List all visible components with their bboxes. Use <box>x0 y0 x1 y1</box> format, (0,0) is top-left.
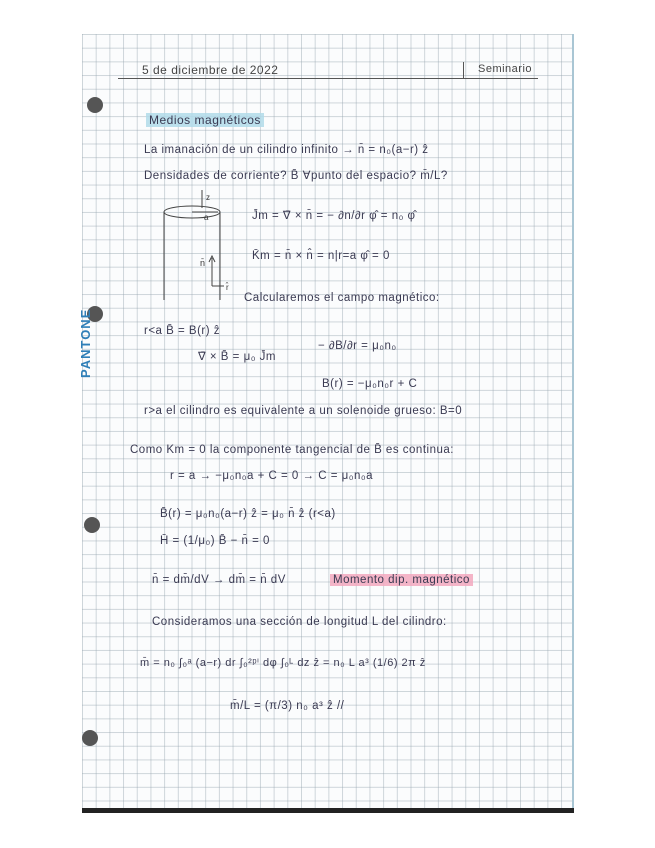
page-bottom-edge <box>82 808 574 813</box>
line-b-result: B̄(r) = μ₀n₀(a−r) ẑ = μ₀ n̄ ẑ (r<a) <box>160 508 336 520</box>
line-boundary: Como Km = 0 la componente tangencial de B̄ es continua: <box>130 444 454 456</box>
line-derivative: − ∂B/∂r = μ₀n₀ <box>318 340 397 352</box>
line-moment-note: Momento dip. magnético <box>330 574 473 586</box>
figure-label-r: r̂ <box>226 283 229 292</box>
page-title: Medios magnéticos <box>146 113 264 127</box>
header-date: 5 de diciembre de 2022 <box>142 63 279 77</box>
binder-hole-icon <box>87 97 103 113</box>
line-section: Consideramos una sección de longitud L del cilindro: <box>152 616 447 628</box>
line-surface-current: K̄m = n̄ × n̂ = n|r=a φ̂ = 0 <box>252 250 390 262</box>
binder-hole-icon <box>84 517 100 533</box>
figure-label-n: n̄ <box>200 258 206 268</box>
cylinder-diagram <box>160 190 240 300</box>
line-calc-field: Calcularemos el campo magnético: <box>244 292 440 304</box>
line-constant: r = a → −μ₀n₀a + C = 0 → C = μ₀n₀a <box>170 470 374 482</box>
line-volume-current: J̄m = ∇̄ × n̄ = − ∂n/∂r φ̂ = n₀ φ̂ <box>252 210 416 222</box>
header-label: Seminario <box>478 63 533 75</box>
line-moment-integral: m̄ = n₀ ∫₀ᵃ (a−r) dr ∫₀²ᵖⁱ dφ ∫₀ᴸ dz ẑ = n₀ L a³ (1/6) 2π ẑ <box>140 657 426 669</box>
figure-label-a: a <box>204 213 209 222</box>
line-outside-field: r>a el cilindro es equivalente a un solenoide grueso: B=0 <box>144 405 463 417</box>
header-rule <box>118 78 538 79</box>
brand-logo: PANTONE <box>78 308 93 378</box>
line-question: Densidades de corriente? B̄ ∀punto del espacio? m̄/L? <box>144 170 448 182</box>
header-separator <box>463 62 464 79</box>
line-statement: La imanación de un cilindro infinito → n̄ = n₀(a−r) ẑ <box>144 144 429 156</box>
binder-hole-icon <box>82 730 98 746</box>
line-inside-field: r<a B̄ = B(r) ẑ <box>144 325 221 337</box>
line-final-result: m̄/L = (π/3) n₀ a³ ẑ // <box>230 700 345 712</box>
line-h-field: H̄ = (1/μ₀) B̄ − n̄ = 0 <box>160 535 270 547</box>
line-moment-def: n̄ = dm̄/dV → dm̄ = n̄ dV <box>152 574 286 586</box>
figure-label-z: z <box>206 193 210 202</box>
line-curl-b: ∇̄ × B̄ = μ₀ J̄m <box>198 351 276 363</box>
line-b-of-r: B(r) = −μ₀n₀r + C <box>322 378 418 390</box>
